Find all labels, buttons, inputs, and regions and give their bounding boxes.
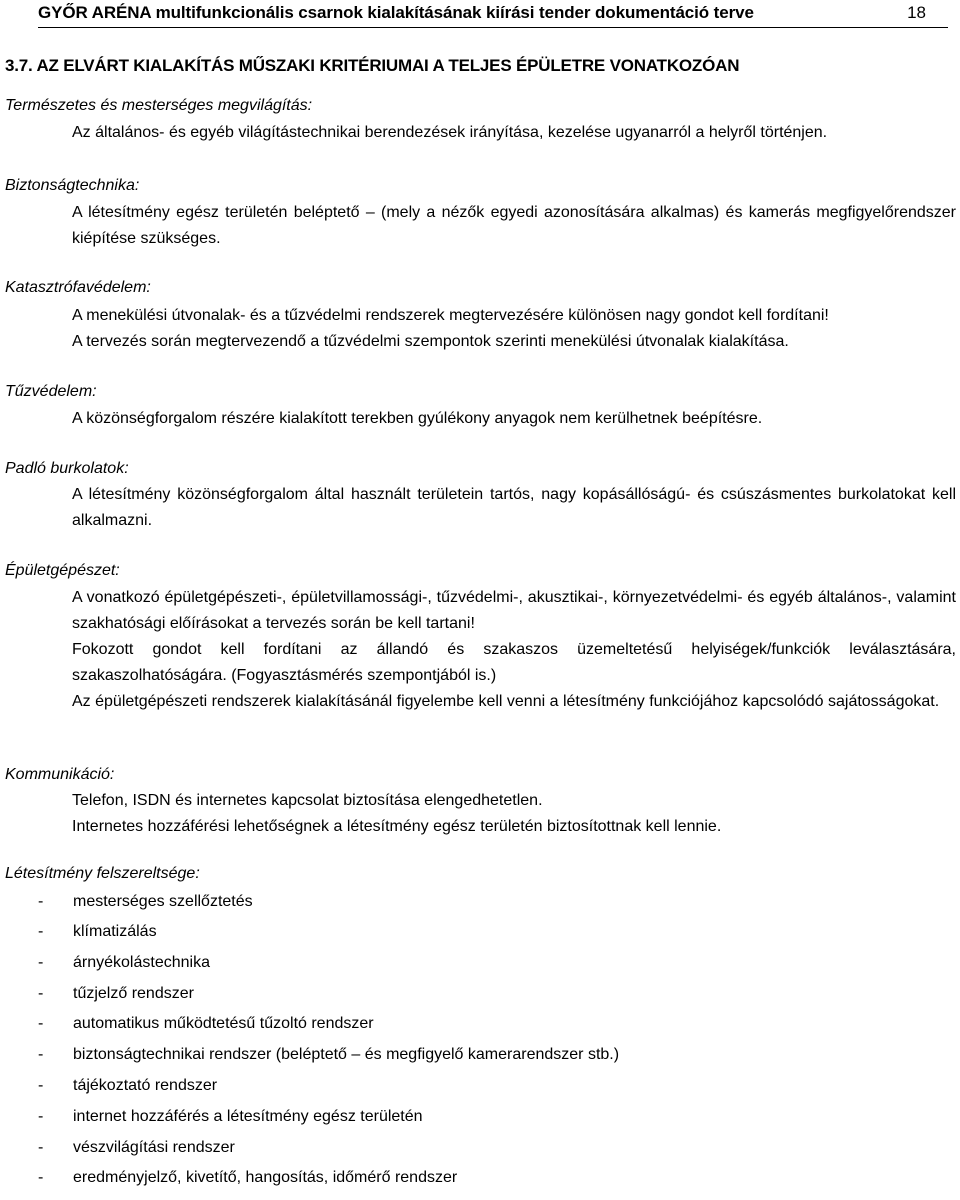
bullet-dash: -: [38, 954, 44, 971]
bullet-dash: -: [38, 1077, 44, 1094]
bullet-dash: -: [38, 1169, 44, 1186]
heading-security: Biztonságtechnika:: [5, 177, 140, 194]
building-services-text-3: Az épületgépészeti rendszerek kialakításánál figyelembe kell venni a létesítmény funkciójához kapcsolódó sajátosságokat.: [72, 693, 940, 710]
page-number: 18: [907, 3, 926, 22]
communication-text-2: Internetes hozzáférési lehetőségnek a létesítmény egész területén biztosítottnak kell lennie.: [72, 818, 722, 835]
floor-text: A létesítmény közönségforgalom által használt területein tartós, nagy kopásállóságú- és csúszásmentes burkolatokat kell alkalmazni.: [72, 486, 956, 529]
heading-communication: Kommunikáció:: [5, 766, 115, 783]
security-paragraph: [72, 200, 956, 252]
bullet-dash: -: [38, 893, 44, 910]
heading-equipment: Létesítmény felszereltsége:: [5, 865, 200, 882]
bullet-dash: -: [38, 1139, 44, 1156]
lighting-text: Az általános- és egyéb világítástechnikai berendezések irányítása, kezelése ugyanarról a helyről történjen.: [72, 124, 828, 141]
communication-text-1: Telefon, ISDN és internetes kapcsolat biztosítása elengedhetetlen.: [72, 792, 543, 809]
bullet-dash: -: [38, 1108, 44, 1125]
floor-paragraph: [72, 482, 956, 534]
building-services-text-2: Fokozott gondot kell fordítani az állandó és szakaszos üzemeltetésű helyiségek/funkciók leválasztására, szakaszolhatóságára. (Fogyasztásmérés szempontjából is.): [72, 641, 956, 684]
disaster-text-2: A tervezés során megtervezendő a tűzvédelmi szempontok szerinti menekülési útvonalak kialakítása.: [72, 333, 789, 350]
document-page: GYŐR ARÉNA multifunkcionális csarnok kialakításának kiírási tender dokumentáció terve 18 3.7. AZ ELVÁRT KIALAKÍTÁS MŰSZAKI KRITÉRIUMAI A TELJES ÉPÜLETRE VONATKOZÓAN Természetes és mesterséges megvilágítás: Az általános- és egyéb világítástechnikai berendezések irányítása, kezelése ugyanarról a helyről történjen. Biztonságtechnika: A létesítmény egész területén beléptető – (mely a nézők egyedi azonosítására alkalmas) és kamerás megfigyelőrendszer kiépítése szükséges. Katasztrófavédelem: A menekülési útvonalak- és a tűzvédelmi rendszerek megtervezésére különösen nagy gondot kell fordítani! A tervezés során megtervezendő a tűzvédelmi szempontok szerinti menekülési útvonalak kialakítása. Tűzvédelem: A közönségforgalom részére kialakított terekben gyúlékony anyagok nem kerülhetnek beépítésre. Padló burkolatok: A létesítmény közönségforgalom által használt területein tartós, nagy kopásállóságú- és csúszásmentes burkolatokat kell alkalmazni. Épületgépészet: A vonatkozó épületgépészeti-, épületvillamossági-, tűzvédelmi-, akusztikai-, környezetvédelmi- és egyéb általános-, valamint szakhatósági előírásokat a tervezés során be kell tartani! Fokozott gondot kell fordítani az állandó és szakaszos üzemeltetésű helyiségek/funkciók leválasztására, szakaszolhatóságára. (Fogyasztásmérés szempontjából is.) Az épületgépészeti rendszerek kialakításánál figyelembe kell venni a létesítmény funkciójához kapcsolódó sajátosságokat. Kommunikáció: Telefon, ISDN és internetes kapcsolat biztosítása elengedhetetlen. Internetes hozzáférési lehetőségnek a létesítmény egész területén biztosítottnak kell lennie. Létesítmény felszereltsége: - mesterséges szellőztetés - klímatizálás - árnyékolástechnika - tűzjelző rendszer - automatikus működtetésű tűzoltó rendszer - biztonságtechnikai rendszer (beléptető – és megfigyelő kamerarendszer stb.) - tájékoztató rendszer - internet hozzáférés a létesítmény egész területén - vészvilágítási rendszer - eredményjelző, kivetítő, hangosítás, időmérő rendszer: [5, 3, 956, 1186]
building-services-paragraphs: [72, 585, 956, 715]
bullet-dash: -: [38, 1046, 44, 1063]
section-title: 3.7. AZ ELVÁRT KIALAKÍTÁS MŰSZAKI KRITÉRIUMAI A TELJES ÉPÜLETRE VONATKOZÓAN: [5, 56, 740, 75]
bullet-dash: -: [38, 985, 44, 1002]
heading-disaster: Katasztrófavédelem:: [5, 279, 151, 296]
heading-floor: Padló burkolatok:: [5, 460, 129, 477]
fire-text: A közönségforgalom részére kialakított terekben gyúlékony anyagok nem kerülhetnek beépítésre.: [72, 410, 763, 427]
document-title: GYŐR ARÉNA multifunkcionális csarnok kialakításának kiírási tender dokumentáció terve: [38, 3, 754, 22]
heading-building-services: Épületgépészet:: [5, 562, 120, 579]
security-text: A létesítmény egész területén beléptető – (mely a nézők egyedi azonosítására alkalmas) és kamerás megfigyelőrendszer kiépítése szükséges.: [72, 204, 956, 247]
heading-fire: Tűzvédelem:: [5, 383, 97, 400]
bullet-dash: -: [38, 923, 44, 940]
page-header: [38, 3, 948, 28]
bullet-dash: -: [38, 1015, 44, 1032]
disaster-text-1: A menekülési útvonalak- és a tűzvédelmi rendszerek megtervezésére különösen nagy gondot kell fordítani!: [72, 307, 829, 324]
heading-lighting: Természetes és mesterséges megvilágítás:: [5, 97, 313, 114]
building-services-text-1: A vonatkozó épületgépészeti-, épületvillamossági-, tűzvédelmi-, akusztikai-, környezetvédelmi- és egyéb általános-, valamint szakhatósági előírásokat a tervezés során be kell tartani!: [72, 589, 956, 632]
